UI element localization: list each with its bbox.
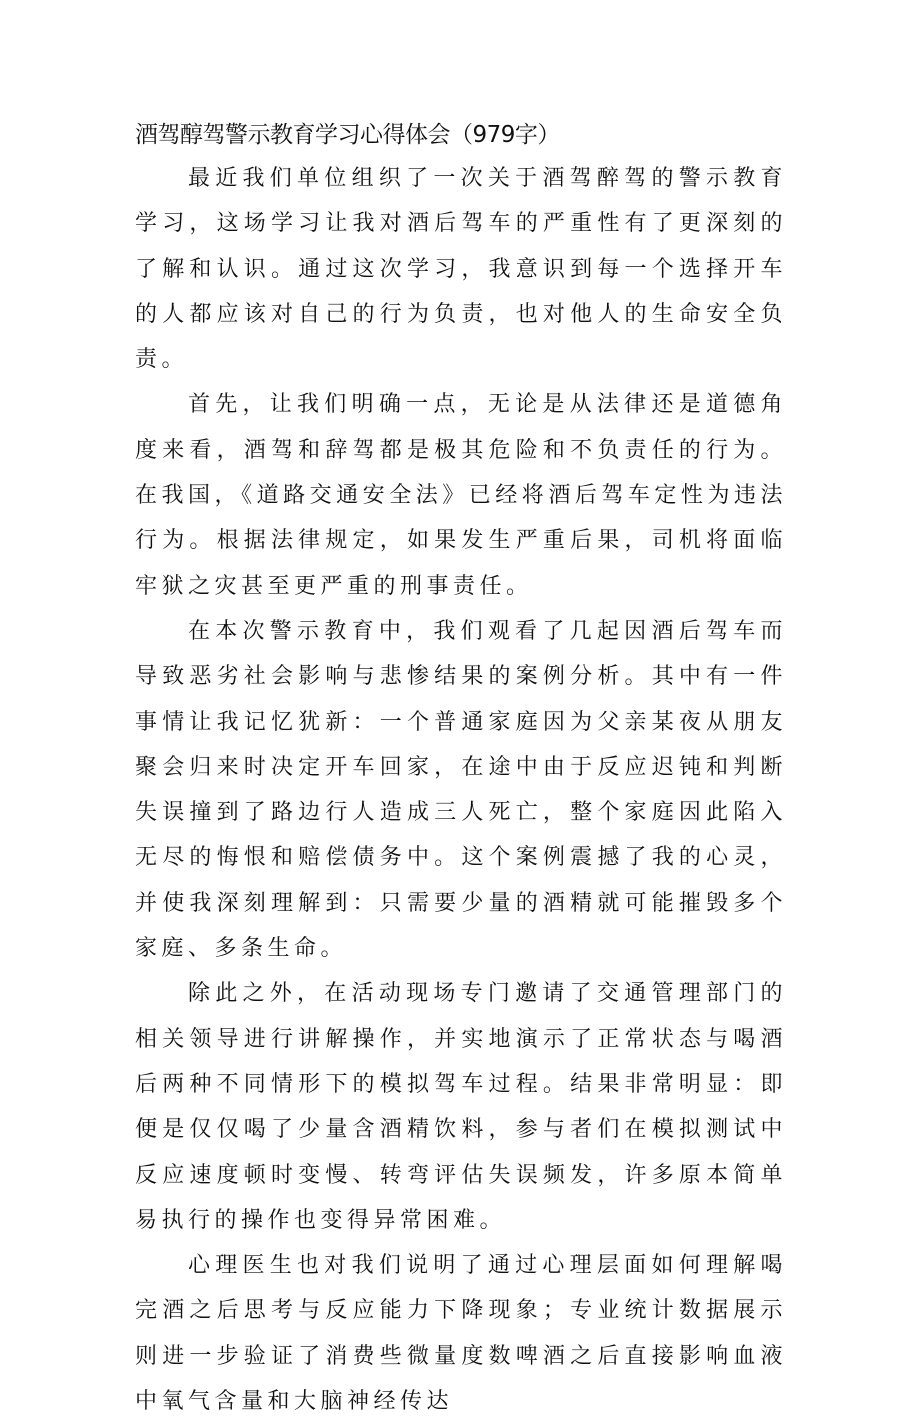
- paragraph: 心理医生也对我们说明了通过心理层面如何理解喝完酒之后思考与反应能力下降现象；专业统计数据展示则进一步验证了消费些微量度数啤酒之后直接影响血液中氧气含量和大脑神经传达: [135, 1253, 787, 1415]
- paragraph: 在本次警示教育中，我们观看了几起因酒后驾车而导致恶劣社会影响与悲惨结果的案例分析。其中有一件事情让我记忆犹新：一个普通家庭因为父亲某夜从朋友聚会归来时决定开车回家，在途中由于反应迟钝和判断失误撞到了路边行人造成三人死亡，整个家庭因此陷入无尽的悔恨和赔偿债务中。这个案例震撼了我的心灵，并使我深刻理解到：只需要少量的酒精就可能摧毁多个家庭、多条生命。: [135, 618, 787, 962]
- paragraph: 首先，让我们明确一点，无论是从法律还是道德角度来看，酒驾和辞驾都是极其危险和不负责任的行为。在我国，《道路交通安全法》已经将酒后驾车定性为违法行为。根据法律规定，如果发生严重后果，司机将面临牢狱之灾甚至更严重的刑事责任。: [135, 392, 787, 599]
- document-title: 酒驾醇驾警示教育学习心得体会（979字）: [135, 122, 560, 148]
- paragraph: 除此之外，在活动现场专门邀请了交通管理部门的相关领导进行讲解操作，并实地演示了正常状态与喝酒后两种不同情形下的模拟驾车过程。结果非常明显：即便是仅仅喝了少量含酒精饮料，参与者们在模拟测试中反应速度顿时变慢、转弯评估失误频发，许多原本简单易执行的操作也变得异常困难。: [135, 981, 787, 1233]
- document-body: [135, 156, 787, 1424]
- paragraph: 最近我们单位组织了一次关于酒驾醉驾的警示教育学习，这场学习让我对酒后驾车的严重性有了更深刻的了解和认识。通过这次学习，我意识到每一个选择开车的人都应该对自己的行为负责，也对他人的生命安全负责。: [135, 166, 787, 373]
